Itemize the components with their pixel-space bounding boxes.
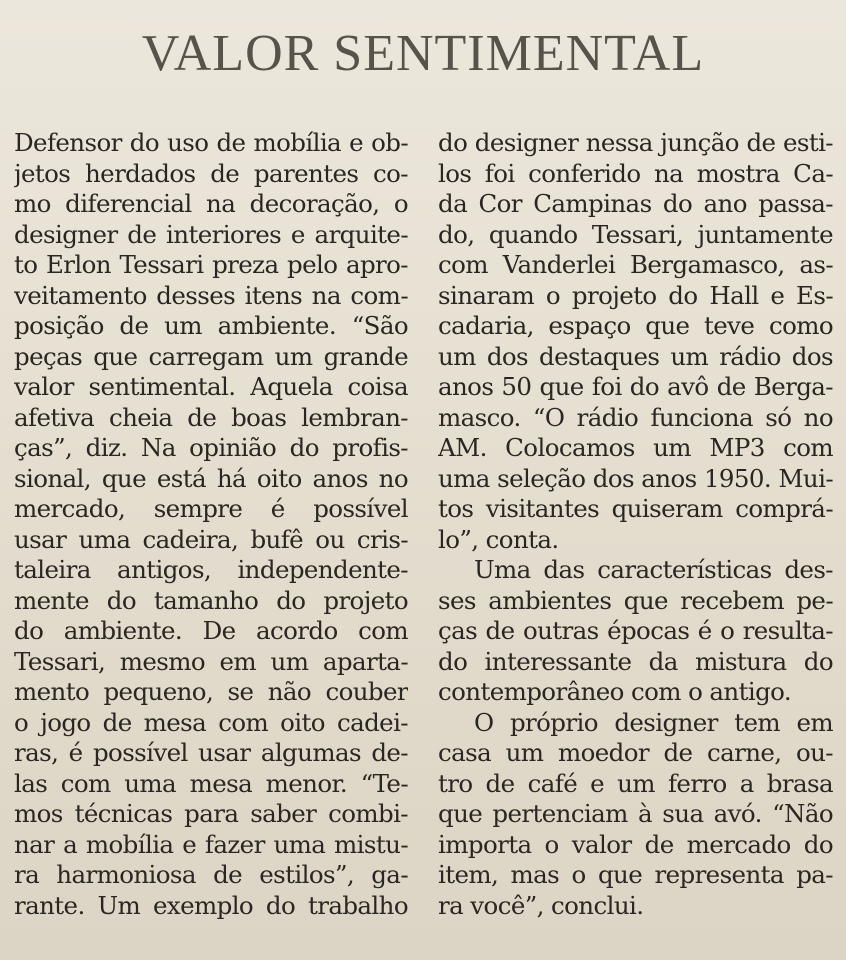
text-line: AM. Colocamos um MP3 com: [438, 433, 833, 462]
text-line: item, mas o que representa pa-: [438, 860, 833, 889]
text-line: casa um moedor de carne, ou-: [438, 738, 833, 767]
text-line: Defensor do uso de mobília e ob-: [14, 128, 408, 157]
text-line: valor sentimental. Aquela coisa: [14, 372, 408, 401]
text-line: jetos herdados de parentes co-: [14, 158, 408, 188]
text-line: mo diferencial na decoração, o: [14, 189, 408, 218]
text-line: da Cor Campinas do ano passa-: [438, 189, 833, 218]
article-left-column: [14, 128, 408, 921]
text-line: do designer nessa junção de esti-: [438, 128, 833, 157]
text-line: ra você”, conclui.: [438, 890, 644, 920]
text-line: las com uma mesa menor. “Te-: [14, 768, 408, 798]
text-line: nar a mobília e fazer uma mistu-: [14, 829, 408, 859]
article-right-column: [438, 128, 833, 921]
text-line: um dos destaques um rádio dos: [438, 341, 833, 371]
text-line: tos visitantes quiseram comprá-: [438, 494, 833, 523]
text-line: ra harmoniosa de estilos”, ga-: [14, 860, 408, 889]
text-line: do ambiente. De acordo com: [14, 616, 408, 645]
text-line: O próprio designer tem em: [474, 707, 833, 737]
article-headline: VALOR SENTIMENTAL: [141, 25, 705, 82]
text-line: mos técnicas para saber combi-: [14, 799, 408, 828]
text-line: Uma das características des-: [474, 555, 833, 584]
text-line: tro de café e um ferro a brasa: [438, 768, 833, 798]
text-line: usar uma cadeira, bufê ou cris-: [14, 524, 408, 554]
text-line: to Erlon Tessari preza pelo apro-: [14, 250, 408, 279]
text-line: mercado, sempre é possível: [14, 494, 408, 523]
text-line: cadaria, espaço que teve como: [438, 311, 833, 340]
text-line: posição de um ambiente. “São: [14, 311, 408, 340]
text-line: ças”, diz. Na opinião do profis-: [14, 433, 408, 462]
text-line: importa o valor de mercado do: [438, 829, 833, 859]
text-line: rante. Um exemplo do trabalho: [14, 890, 408, 920]
text-line: taleira antigos, independente-: [14, 555, 408, 584]
text-line: que pertenciam à sua avó. “Não: [438, 799, 833, 828]
text-line: contemporâneo com o antigo.: [438, 677, 792, 706]
text-line: designer de interiores e arquite-: [14, 219, 408, 249]
text-line: Tessari, mesmo em um aparta-: [14, 646, 408, 676]
text-line: masco. “O rádio funciona só no: [438, 402, 833, 432]
text-line: mento pequeno, se não couber: [14, 677, 408, 706]
text-line: afetiva cheia de boas lembran-: [14, 402, 408, 432]
text-line: veitamento desses itens na com-: [14, 280, 408, 310]
text-line: anos 50 que foi do avô de Berga-: [438, 372, 833, 401]
text-line: mente do tamanho do projeto: [14, 585, 408, 615]
text-line: ras, é possível usar algumas de-: [14, 738, 408, 767]
text-line: lo”, conta.: [438, 524, 559, 554]
text-line: do, quando Tessari, juntamente: [438, 219, 833, 249]
text-line: los foi conferido na mostra Ca-: [438, 158, 833, 188]
text-line: ses ambientes que recebem pe-: [438, 585, 833, 615]
text-line: ças de outras épocas é o resulta-: [438, 616, 833, 645]
text-line: com Vanderlei Bergamasco, as-: [438, 250, 833, 279]
text-line: uma seleção dos anos 1950. Mui-: [438, 463, 833, 493]
text-line: sinaram o projeto do Hall e Es-: [438, 280, 833, 310]
text-line: peças que carregam um grande: [14, 341, 408, 371]
text-line: do interessante da mistura do: [438, 646, 833, 676]
text-line: sional, que está há oito anos no: [14, 463, 408, 493]
text-line: o jogo de mesa com oito cadei-: [14, 707, 408, 737]
